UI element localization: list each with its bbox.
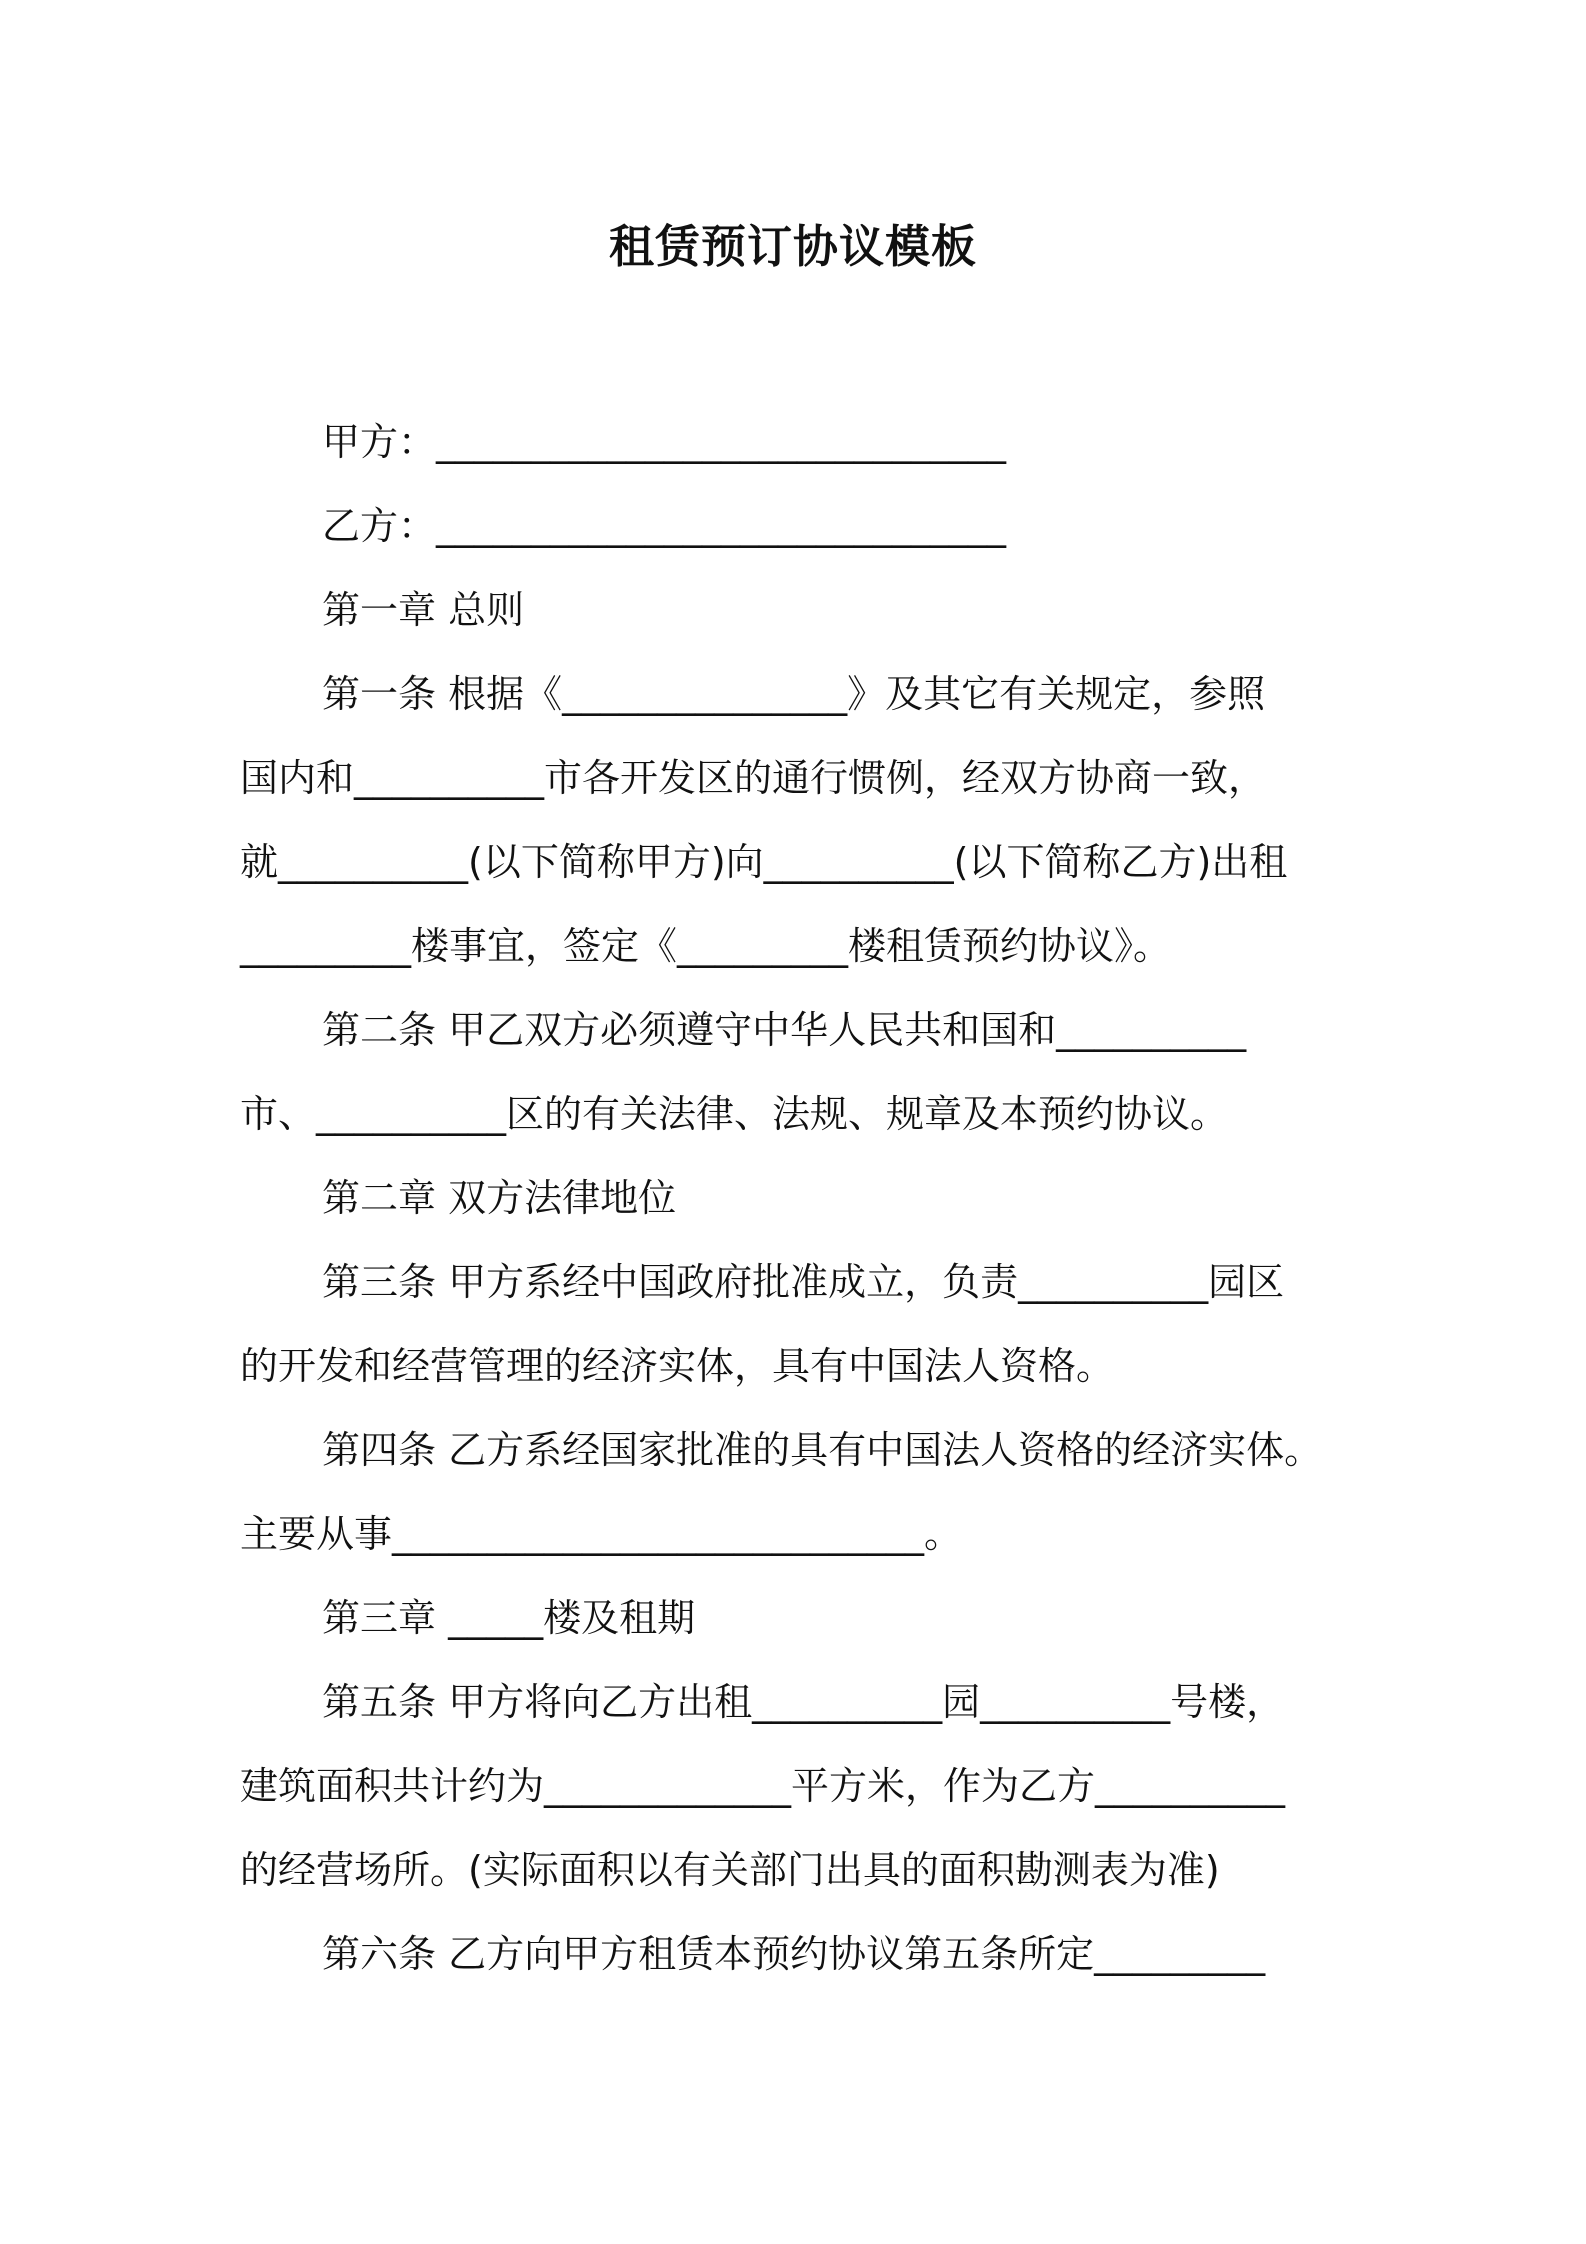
document-body bbox=[240, 400, 1360, 1996]
article-4-line-2: 主要从事____________________________。 bbox=[240, 1512, 963, 1556]
party-a-line: 甲方：______________________________ bbox=[322, 420, 1007, 464]
article-1-line-4: _________楼事宜，签定《_________楼租赁预约协议》。 bbox=[240, 924, 1172, 968]
chapter-1-heading: 第一章 总则 bbox=[322, 588, 525, 632]
article-5-line-1: 第五条 甲方将向乙方出租__________园__________号楼， bbox=[322, 1680, 1285, 1724]
chapter-3-heading: 第三章 _____楼及租期 bbox=[322, 1596, 696, 1640]
article-3-line-1: 第三条 甲方系经中国政府批准成立，负责__________园区 bbox=[322, 1260, 1285, 1304]
article-2-line-2: 市、__________区的有关法律、法规、规章及本预约协议。 bbox=[240, 1092, 1229, 1136]
party-b-line: 乙方：______________________________ bbox=[322, 504, 1007, 548]
article-1-line-3: 就__________(以下简称甲方)向__________(以下简称乙方)出租 bbox=[240, 840, 1288, 884]
article-1-line-1: 第一条 根据《_______________》及其它有关规定，参照 bbox=[322, 672, 1266, 716]
document-title: 租赁预订协议模板 bbox=[608, 220, 977, 273]
chapter-2-heading: 第二章 双方法律地位 bbox=[322, 1176, 677, 1220]
article-5-line-2: 建筑面积共计约为_____________平方米，作为乙方__________ bbox=[240, 1764, 1286, 1808]
article-2-line-1: 第二条 甲乙双方必须遵守中华人民共和国和__________ bbox=[322, 1008, 1247, 1052]
article-5-line-3: 的经营场所。(实际面积以有关部门出具的面积勘测表为准) bbox=[240, 1848, 1220, 1892]
article-6-line-1: 第六条 乙方向甲方租赁本预约协议第五条所定_________ bbox=[322, 1932, 1266, 1976]
article-4-line-1: 第四条 乙方系经国家批准的具有中国法人资格的经济实体。 bbox=[322, 1428, 1323, 1472]
article-1-line-2: 国内和__________市各开发区的通行惯例，经双方协商一致， bbox=[240, 756, 1267, 800]
article-3-line-2: 的开发和经营管理的经济实体，具有中国法人资格。 bbox=[240, 1344, 1115, 1388]
